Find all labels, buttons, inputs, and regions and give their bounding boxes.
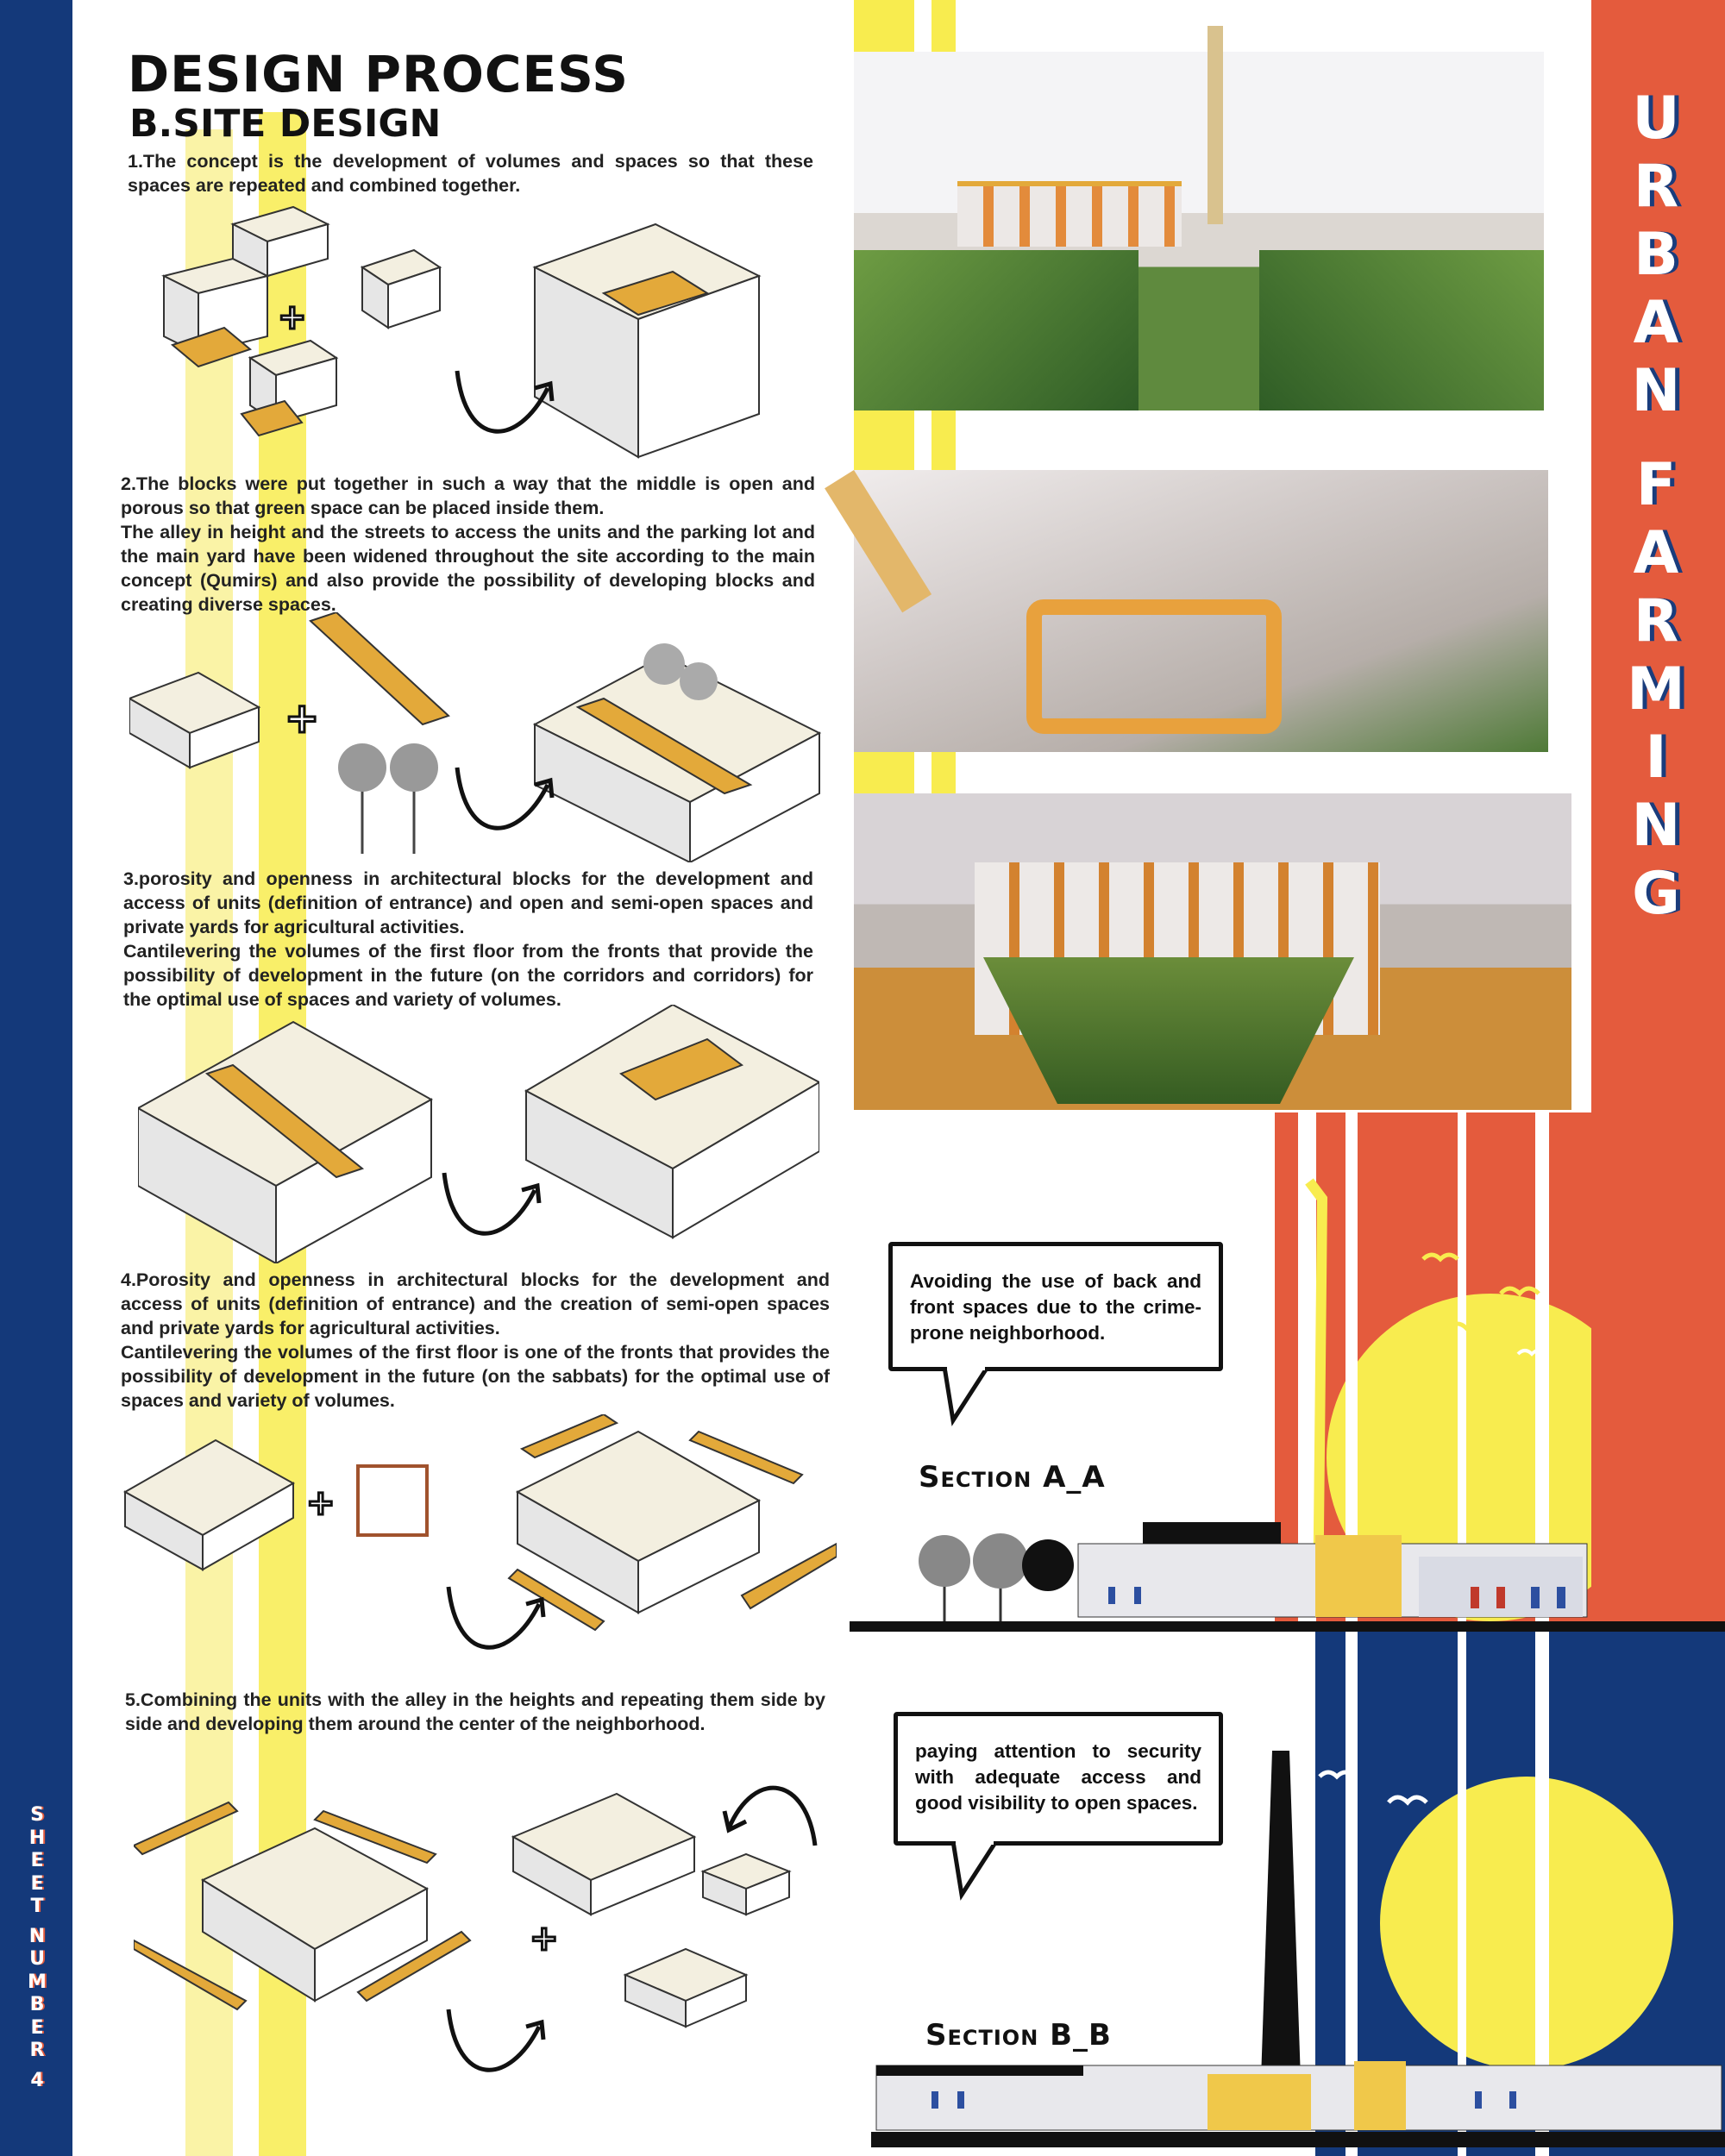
arrow-curve-icon <box>440 2001 552 2087</box>
step-5-text: 5.Combining the units with the alley in the heights and repeating them side by side and developing them around the center of the neighborhood. <box>125 1689 825 1734</box>
step-4-text: 4.Porosity and openness in architectural blocks for the development and access of units (definition of entrance) and the creation of semi-open spaces and private yards for agricultural activities. Cantilevering the volumes of the first floor is one of the fronts that provides the possibility of development in the future (on the sabbats) for the optimal use of spaces and variety of volumes. <box>121 1269 830 1411</box>
rendering-courtyard-1 <box>854 52 1544 411</box>
section-a-title: Section A_A <box>919 1460 1106 1495</box>
page-subtitle: B.SITE DESIGN <box>129 102 442 146</box>
arrow-curve-icon <box>448 759 561 845</box>
side-title-urban-farming: U R B A N F A R M I N G <box>1627 85 1685 928</box>
rendering-aerial <box>854 470 1548 752</box>
plus-icon: + <box>530 1919 559 1959</box>
section-b-drawing <box>871 1742 1725 2156</box>
plus-icon: + <box>285 694 320 743</box>
step-1-text: 1.The concept is the development of volumes and spaces so that these spaces are repeated and combined together. <box>128 151 813 196</box>
plus-icon: + <box>278 298 307 337</box>
chimney-icon <box>1208 26 1223 224</box>
plus-icon: + <box>306 1483 336 1523</box>
note-bubble-crime: Avoiding the use of back and front spaces due to the crime-prone neighborhood. <box>888 1242 1223 1371</box>
bubble-tail <box>936 1367 1005 1427</box>
rendering-courtyard-2 <box>854 793 1571 1110</box>
sheet-number-label: S H E E T N U M B E R 4 <box>28 1804 47 2091</box>
bird-icon <box>1414 1242 1570 1380</box>
arrow-curve-icon <box>720 1768 824 1854</box>
section-b-title: Section B_B <box>925 2018 1112 2053</box>
arrow-curve-icon <box>436 1164 548 1250</box>
page-title: DESIGN PROCESS <box>128 45 630 103</box>
step-3-text: 3.porosity and openness in architectural blocks for the development and access of units (definition of entrance) and open and semi-open spaces and private yards for agricultural activities. Cantilevering the volumes of the first floor from the fronts that provide the possibility of development in the future (on the corridors and corridors) for the optimal use of spaces and variety of volumes. <box>123 868 813 1010</box>
step-2-text: 2.The blocks were put together in such a way that the middle is open and porous so that green space can be placed inside them. The alley in height and the streets to access the units and the parking lot and the main yard have been widened throughout the site according to the main concept (Qumirs) and also provide the possibility of developing blocks and creating diverse spaces. <box>121 473 815 615</box>
arrow-curve-icon <box>440 1578 552 1664</box>
note-bubble-security: paying attention to security with adequate access and good visibility to open spaces. <box>894 1712 1223 1846</box>
arrow-curve-icon <box>448 362 561 448</box>
section-a-drawing <box>850 1501 1725 1639</box>
tree-icon <box>919 1533 1074 1621</box>
